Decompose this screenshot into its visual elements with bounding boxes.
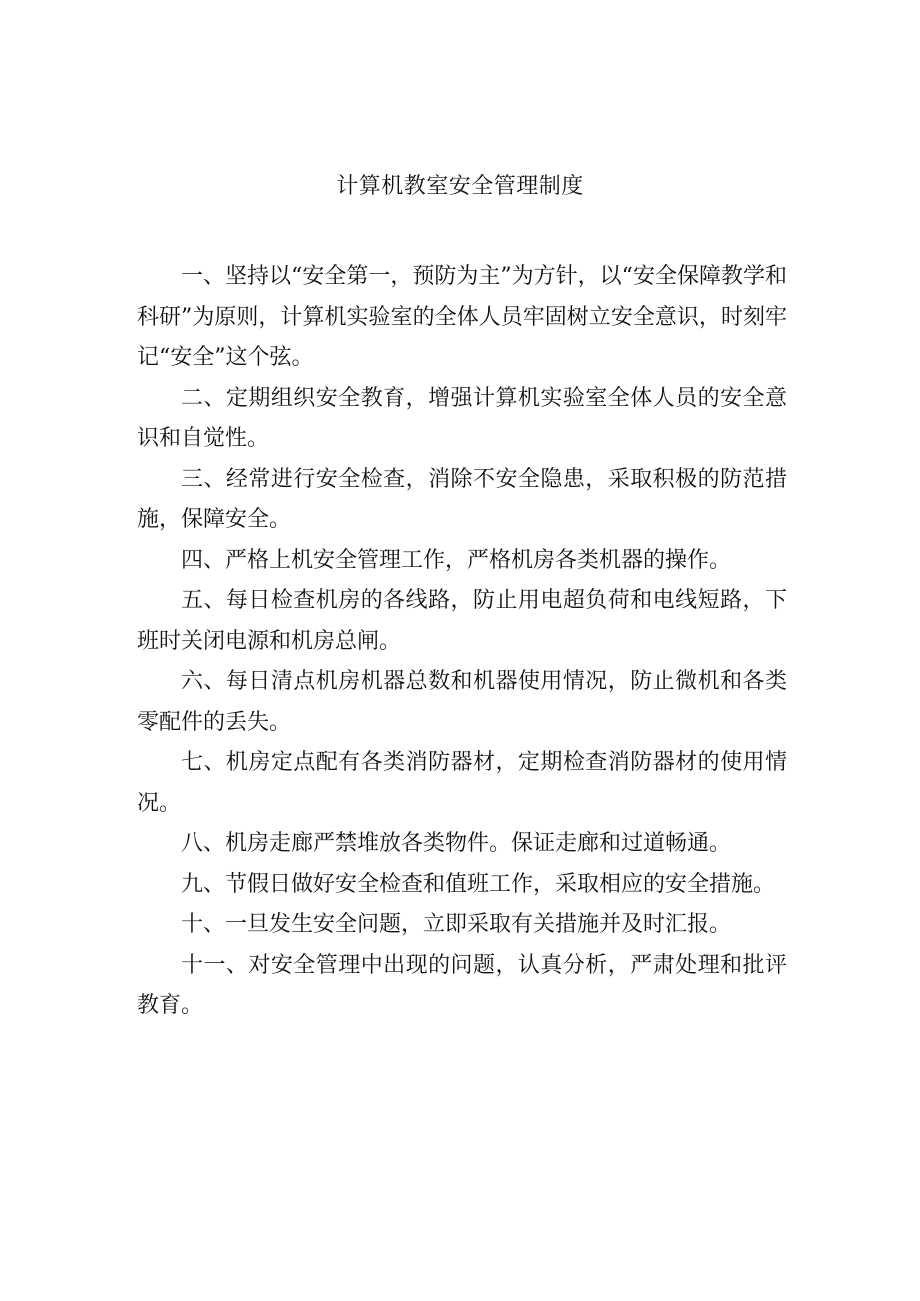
rule-paragraph-7: 七、机房定点配有各类消防器材，定期检查消防器材的使用情况。	[137, 750, 787, 816]
rule-paragraph-10: 十、一旦发生安全问题，立即采取有关措施并及时汇报。	[181, 912, 732, 937]
rule-paragraph-8: 八、机房走廊严禁堆放各类物件。保证走廊和过道畅通。	[181, 831, 732, 856]
rule-paragraph-5: 五、每日检查机房的各线路，防止用电超负荷和电线短路，下班时关闭电源和机房总闸。	[137, 588, 787, 654]
rule-paragraph-9: 九、节假日做好安全检查和值班工作，采取相应的安全措施。	[181, 871, 776, 897]
rule-paragraph-3: 三、经常进行安全检查，消除不安全隐患，采取积极的防范措施，保障安全。	[137, 466, 787, 532]
rule-paragraph-2: 二、定期组织安全教育，增强计算机实验室全体人员的安全意识和自觉性。	[137, 385, 787, 451]
rule-paragraph-1: 一、坚持以“安全第一，预防为主”为方针，以“安全保障教学和科研”为原则，计算机实验室的全体人员牢固树立安全意识，时刻牢记“安全”这个弦。	[137, 264, 787, 370]
document-title: 计算机教室安全管理制度	[336, 174, 584, 199]
rule-paragraph-11: 十一、对安全管理中出现的问题，认真分析，严肃处理和批评教育。	[137, 952, 787, 1018]
rule-paragraph-4: 四、严格上机安全管理工作，严格机房各类机器的操作。	[181, 547, 732, 573]
rule-paragraph-6: 六、每日清点机房机器总数和机器使用情况，防止微机和各类零配件的丢失。	[137, 669, 787, 735]
document-body	[137, 257, 787, 1027]
